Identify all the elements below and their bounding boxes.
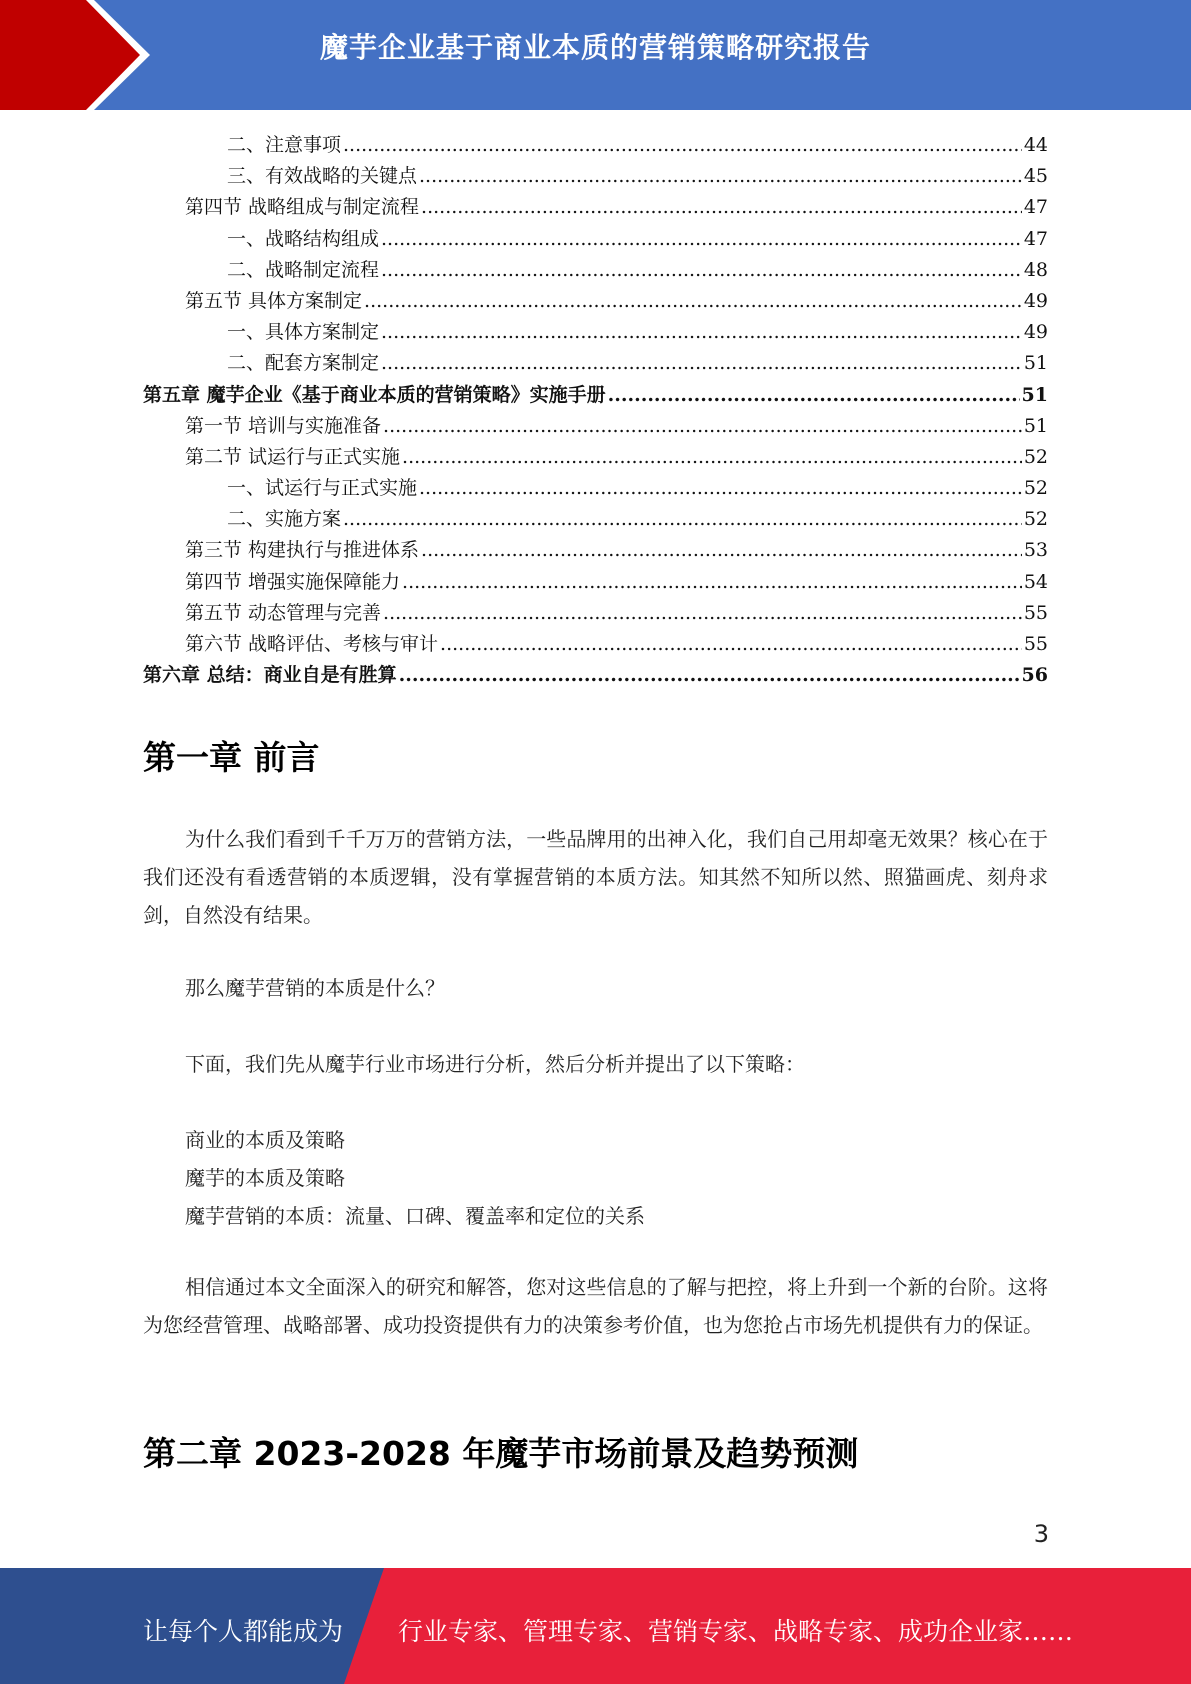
toc-entry-page: 52 [1023,445,1048,468]
toc-leader-dots [399,660,1020,691]
toc-entry-title: 第三节 构建执行与推进体系 [185,539,420,562]
toc-entry-title: 第五节 具体方案制定 [185,289,363,312]
chapter1-paragraph-1: 为什么我们看到千千万万的营销方法，一些品牌用的出神入化，我们自己用却毫无效果？核心在于我们还没有看透营销的本质逻辑，没有掌握营销的本质方法。知其然不知所以然、照猫画虎、刻舟求剑，自然没有结果。 [143,827,1048,927]
toc-entry[interactable] [143,473,1048,504]
toc-leader-dots [383,411,1022,442]
toc-entry-page: 44 [1023,134,1048,156]
toc-entry-page: 47 [1023,196,1048,219]
toc-entry-page: 52 [1023,477,1048,500]
toc-leader-dots [383,598,1022,629]
toc-entry-title: 三、有效战略的关键点 [227,165,418,188]
chapter1-paragraph-3: 下面，我们先从魔芋行业市场进行分析，然后分析并提出了以下策略： [185,1052,805,1076]
toc-entry-page: 45 [1023,165,1048,188]
chapter1-paragraph-2: 那么魔芋营销的本质是什么？ [185,976,445,1000]
toc-entry[interactable] [143,224,1048,255]
toc-entry[interactable] [143,660,1048,691]
toc-entry-page: 49 [1023,321,1048,344]
toc-leader-dots [419,161,1022,192]
toc-entry[interactable] [143,130,1048,161]
toc-leader-dots [343,130,1022,161]
toc-entry-title: 二、实施方案 [227,508,342,531]
toc-leader-dots [364,286,1022,317]
toc-entry[interactable] [143,348,1048,379]
chapter1-list-item: 商业的本质及策略 [185,1128,345,1152]
toc-entry-title: 第一节 培训与实施准备 [185,414,382,437]
toc-leader-dots [440,629,1022,660]
toc-leader-dots [402,442,1022,473]
toc-entry[interactable] [143,598,1048,629]
toc-entry-title: 第六章 总结：商业自是有胜算 [143,664,397,687]
chapter2-heading: 第二章 2023-2028 年魔芋市场前景及趋势预测 [143,1434,859,1473]
toc-entry[interactable] [143,192,1048,223]
toc-entry-title: 第五节 动态管理与完善 [185,601,382,624]
toc-entry-title: 第四节 增强实施保障能力 [185,570,401,593]
toc-entry-page: 54 [1023,570,1048,593]
toc-entry[interactable] [143,317,1048,348]
report-footer [0,1568,1191,1684]
toc-leader-dots [381,348,1022,379]
toc-entry[interactable] [143,442,1048,473]
toc-entry-title: 第五章 魔芋企业《基于商业本质的营销策略》实施手册 [143,383,606,406]
report-header [0,0,1191,110]
toc-entry-page: 53 [1023,539,1048,562]
toc-entry-page: 52 [1023,508,1048,531]
toc-entry-title: 二、注意事项 [227,134,342,156]
chapter1-heading: 第一章 前言 [143,738,320,777]
toc-entry[interactable] [143,504,1048,535]
toc-entry-page: 51 [1021,383,1048,406]
header-title: 魔芋企业基于商业本质的营销策略研究报告 [319,31,871,64]
toc-leader-dots [421,535,1022,566]
table-of-contents [143,130,1048,691]
toc-entry[interactable] [143,411,1048,442]
page-number: 3 [1033,1520,1049,1548]
toc-leader-dots [381,255,1022,286]
toc-leader-dots [402,567,1022,598]
toc-entry-page: 47 [1023,227,1048,250]
toc-entry-title: 二、战略制定流程 [227,258,380,281]
toc-leader-dots [419,473,1022,504]
footer-slogan-left: 让每个人都能成为 [143,1617,344,1646]
toc-leader-dots [421,192,1022,223]
toc-entry-title: 二、配套方案制定 [227,352,380,375]
toc-entry-page: 56 [1021,664,1048,687]
toc-leader-dots [343,504,1022,535]
toc-entry[interactable] [143,286,1048,317]
toc-entry-title: 第六节 战略评估、考核与审计 [185,633,439,655]
toc-entry-page: 55 [1023,601,1048,624]
toc-entry-page: 55 [1023,633,1048,655]
toc-entry-page: 51 [1023,352,1048,375]
toc-leader-dots [381,317,1022,348]
toc-entry-title: 一、具体方案制定 [227,321,380,344]
toc-entry-page: 48 [1023,258,1048,281]
toc-entry[interactable] [143,567,1048,598]
toc-entry[interactable] [143,255,1048,286]
toc-entry-page: 51 [1023,414,1048,437]
toc-entry-title: 第二节 试运行与正式实施 [185,445,401,468]
footer-slogan-right: 行业专家、管理专家、营销专家、战略专家、成功企业家…… [398,1617,1074,1646]
chapter1-list-item: 魔芋营销的本质：流量、口碑、覆盖率和定位的关系 [185,1204,645,1228]
toc-entry-title: 第四节 战略组成与制定流程 [185,196,420,219]
toc-entry-title: 一、战略结构组成 [227,227,380,250]
toc-entry[interactable] [143,629,1048,660]
toc-leader-dots [608,380,1020,411]
chapter1-paragraph-4: 相信通过本文全面深入的研究和解答，您对这些信息的了解与把控，将上升到一个新的台阶。这将为您经营管理、战略部署、成功投资提供有力的决策参考价值，也为您抢占市场先机提供有力的保证。 [143,1275,1048,1337]
toc-entry[interactable] [143,380,1048,411]
chapter1-list-item: 魔芋的本质及策略 [185,1166,345,1190]
toc-leader-dots [381,224,1022,255]
toc-entry-title: 一、试运行与正式实施 [227,477,418,500]
toc-entry-page: 49 [1023,289,1048,312]
toc-entry[interactable] [143,161,1048,192]
toc-entry[interactable] [143,535,1048,566]
